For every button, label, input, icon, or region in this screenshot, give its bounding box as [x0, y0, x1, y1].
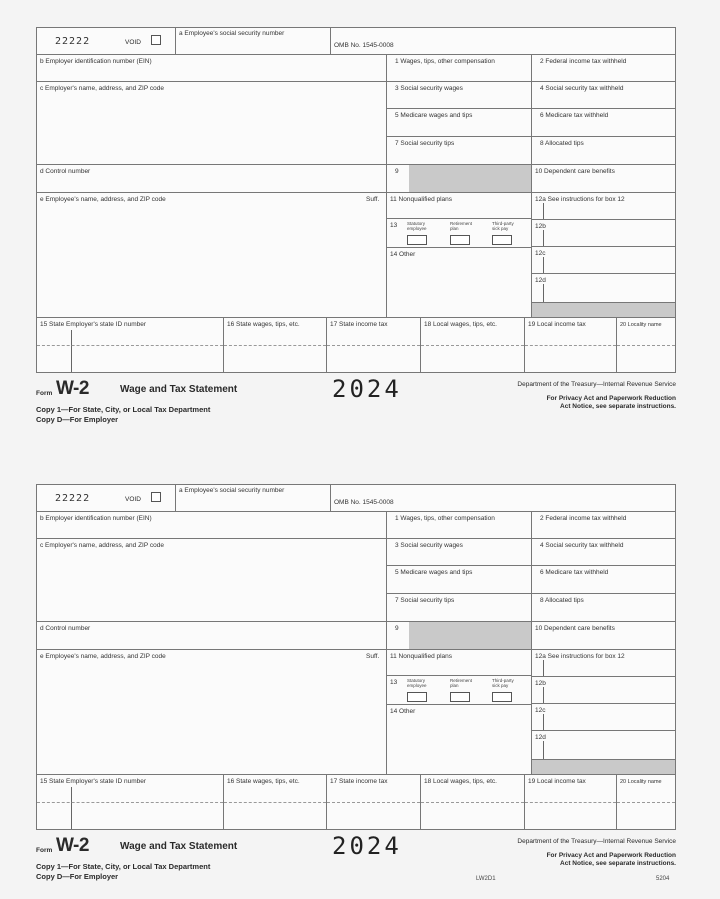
box-1-label: 1 Wages, tips, other compensation — [395, 515, 495, 522]
box-4[interactable] — [531, 81, 676, 109]
box-12d[interactable] — [531, 273, 676, 303]
box-4[interactable] — [531, 538, 676, 566]
form-word: Form — [36, 847, 53, 854]
box-6[interactable] — [531, 565, 676, 594]
box-12b-divider — [543, 230, 544, 246]
box-12b-divider — [543, 687, 544, 703]
department-label: Department of the Treasury—Internal Revenue Service — [517, 381, 676, 388]
retirement-checkbox[interactable] — [450, 235, 470, 245]
control-box[interactable] — [36, 621, 387, 650]
box-12a[interactable] — [531, 649, 676, 677]
box-19[interactable] — [524, 774, 617, 830]
box-12a-divider — [543, 203, 544, 219]
box-6-label: 6 Medicare tax withheld — [540, 569, 609, 576]
box-15-divider — [71, 330, 72, 372]
void-label: VOID — [125, 39, 141, 46]
box-19-dashed-line — [525, 345, 616, 346]
copy-d-label: Copy D—For Employer — [36, 415, 119, 424]
box-20[interactable] — [616, 774, 676, 830]
copy-d-label: Copy D—For Employer — [36, 872, 119, 881]
box-3-label: 3 Social security wages — [395, 542, 463, 549]
box-1-label: 1 Wages, tips, other compensation — [395, 58, 495, 65]
copy-1-label: Copy 1—For State, City, or Local Tax Department — [36, 862, 211, 871]
employee-label: e Employee's name, address, and ZIP code — [40, 653, 166, 660]
box-12d-divider — [543, 284, 544, 302]
box-9-label: 9 — [395, 625, 399, 632]
box-8-label: 8 Allocated tips — [540, 140, 584, 147]
box-12b[interactable] — [531, 219, 676, 247]
box-6[interactable] — [531, 108, 676, 137]
third-party-label: Third-party sick pay — [492, 678, 514, 688]
control-box[interactable] — [36, 164, 387, 193]
box-19-label: 19 Local income tax — [528, 321, 586, 328]
box-16-dashed-line — [224, 802, 326, 803]
box-12-shading — [531, 302, 676, 318]
retirement-label: Retirement plan — [450, 678, 473, 688]
box-1[interactable] — [386, 54, 532, 82]
privacy-line-2: Act Notice, see separate instructions. — [560, 860, 676, 867]
box-16[interactable] — [223, 317, 327, 373]
box-15-label: 15 State Employer's state ID number — [40, 778, 147, 785]
void-label: VOID — [125, 496, 141, 503]
box-20-label: 20 Locality name — [620, 322, 662, 328]
ssn-box[interactable] — [175, 484, 331, 512]
box-7-label: 7 Social security tips — [395, 140, 455, 147]
omb-box — [330, 27, 676, 55]
box-18-label: 18 Local wages, tips, etc. — [424, 778, 497, 785]
box-16-dashed-line — [224, 345, 326, 346]
box-10[interactable] — [531, 621, 676, 650]
box-20-dashed-line — [617, 345, 675, 346]
box-11-label: 11 Nonqualified plans — [390, 196, 453, 203]
box-16[interactable] — [223, 774, 327, 830]
form-footer — [36, 373, 676, 433]
box-3[interactable] — [386, 538, 532, 566]
ssn-label: a Employee's social security number — [179, 487, 285, 494]
employee-box[interactable] — [36, 192, 387, 318]
box-14-label: 14 Other — [390, 251, 416, 258]
form-name: W-2 — [56, 835, 89, 856]
box-17-dashed-line — [327, 802, 420, 803]
ein-box[interactable] — [36, 54, 387, 82]
box-12a-label: 12a See instructions for box 12 — [535, 196, 625, 203]
box-12c[interactable] — [531, 246, 676, 274]
copy-1-label: Copy 1—For State, City, or Local Tax Department — [36, 405, 211, 414]
box-16-label: 16 State wages, tips, etc. — [227, 321, 300, 328]
form-title: Wage and Tax Statement — [120, 841, 238, 852]
box-18[interactable] — [420, 774, 525, 830]
box-17[interactable] — [326, 317, 421, 373]
control-label: d Control number — [40, 168, 91, 175]
box-6-label: 6 Medicare tax withheld — [540, 112, 609, 119]
box-15-divider — [71, 787, 72, 829]
tax-year: 2024 — [332, 375, 402, 403]
form-code: 22222 — [55, 493, 91, 504]
box-11[interactable] — [386, 192, 532, 219]
third-party-label: Third-party sick pay — [492, 221, 514, 231]
employer-box[interactable] — [36, 538, 387, 622]
bottom-code-right: 5204 — [656, 876, 670, 882]
box-19[interactable] — [524, 317, 617, 373]
box-12a-label: 12a See instructions for box 12 — [535, 653, 625, 660]
box-12c[interactable] — [531, 703, 676, 731]
box-9 — [386, 621, 532, 650]
privacy-line-1: For Privacy Act and Paperwork Reduction — [546, 852, 676, 859]
form-code: 22222 — [55, 36, 91, 47]
box-18[interactable] — [420, 317, 525, 373]
box-14[interactable] — [386, 247, 532, 318]
box-10-label: 10 Dependent care benefits — [535, 168, 615, 175]
box-12c-divider — [543, 714, 544, 730]
box-12-shading — [531, 759, 676, 775]
form-word: Form — [36, 390, 53, 397]
form-footer — [36, 830, 676, 890]
box-16-label: 16 State wages, tips, etc. — [227, 778, 300, 785]
box-15[interactable] — [36, 774, 224, 830]
box-13 — [386, 675, 532, 705]
box-12b-label: 12b — [535, 223, 546, 230]
box-2[interactable] — [531, 54, 676, 82]
box-12d-label: 12d — [535, 277, 546, 284]
box-4-label: 4 Social security tax withheld — [540, 542, 624, 549]
code-box — [36, 484, 176, 512]
employee-box[interactable] — [36, 649, 387, 775]
void-checkbox[interactable] — [151, 35, 161, 45]
box-8[interactable] — [531, 136, 676, 165]
employer-label: c Employer's name, address, and ZIP code — [40, 542, 164, 549]
box-4-label: 4 Social security tax withheld — [540, 85, 624, 92]
ssn-label: a Employee's social security number — [179, 30, 285, 37]
tax-year: 2024 — [332, 832, 402, 860]
box-9-label: 9 — [395, 168, 399, 175]
box-7[interactable] — [386, 136, 532, 165]
box-12c-label: 12c — [535, 707, 546, 714]
box-12c-label: 12c — [535, 250, 546, 257]
ein-box[interactable] — [36, 511, 387, 539]
box-3[interactable] — [386, 81, 532, 109]
retirement-checkbox[interactable] — [450, 692, 470, 702]
box-8-label: 8 Allocated tips — [540, 597, 584, 604]
box-2-label: 2 Federal income tax withheld — [540, 515, 627, 522]
box-11[interactable] — [386, 649, 532, 676]
employee-label: e Employee's name, address, and ZIP code — [40, 196, 166, 203]
statutory-label: Statutory employee — [407, 221, 427, 231]
bottom-code-left: LW2D1 — [476, 876, 496, 882]
box-18-label: 18 Local wages, tips, etc. — [424, 321, 497, 328]
employer-box[interactable] — [36, 81, 387, 165]
box-3-label: 3 Social security wages — [395, 85, 463, 92]
privacy-line-2: Act Notice, see separate instructions. — [560, 403, 676, 410]
statutory-checkbox[interactable] — [407, 692, 427, 702]
omb-label: OMB No. 1545-0008 — [334, 42, 394, 49]
statutory-checkbox[interactable] — [407, 235, 427, 245]
box-12d-divider — [543, 741, 544, 759]
ein-label: b Employer identification number (EIN) — [40, 58, 152, 65]
box-12b[interactable] — [531, 676, 676, 704]
box-2[interactable] — [531, 511, 676, 539]
box-7[interactable] — [386, 593, 532, 622]
box-8[interactable] — [531, 593, 676, 622]
box-5-label: 5 Medicare wages and tips — [395, 569, 473, 576]
department-label: Department of the Treasury—Internal Revenue Service — [517, 838, 676, 845]
box-2-label: 2 Federal income tax withheld — [540, 58, 627, 65]
suff-label: Suff. — [366, 196, 380, 203]
box-19-dashed-line — [525, 802, 616, 803]
box-17[interactable] — [326, 774, 421, 830]
third-party-checkbox[interactable] — [492, 235, 512, 245]
box-13-label: 13 — [390, 222, 398, 229]
box-20-dashed-line — [617, 802, 675, 803]
box-9-shading — [409, 165, 531, 192]
box-12a-divider — [543, 660, 544, 676]
box-10-label: 10 Dependent care benefits — [535, 625, 615, 632]
employer-label: c Employer's name, address, and ZIP code — [40, 85, 164, 92]
box-18-dashed-line — [421, 345, 524, 346]
third-party-checkbox[interactable] — [492, 692, 512, 702]
box-12b-label: 12b — [535, 680, 546, 687]
omb-box — [330, 484, 676, 512]
box-12c-divider — [543, 257, 544, 273]
box-14-label: 14 Other — [390, 708, 416, 715]
box-5[interactable] — [386, 108, 532, 137]
box-11-label: 11 Nonqualified plans — [390, 653, 453, 660]
box-15-label: 15 State Employer's state ID number — [40, 321, 147, 328]
box-5-label: 5 Medicare wages and tips — [395, 112, 473, 119]
statutory-label: Statutory employee — [407, 678, 427, 688]
box-9 — [386, 164, 532, 193]
control-label: d Control number — [40, 625, 91, 632]
suff-label: Suff. — [366, 653, 380, 660]
box-17-label: 17 State income tax — [330, 321, 388, 328]
ssn-box[interactable] — [175, 27, 331, 55]
box-13-label: 13 — [390, 679, 398, 686]
box-10[interactable] — [531, 164, 676, 193]
box-12d[interactable] — [531, 730, 676, 760]
box-9-shading — [409, 622, 531, 649]
box-13 — [386, 218, 532, 248]
form-name: W-2 — [56, 378, 89, 399]
box-17-dashed-line — [327, 345, 420, 346]
retirement-label: Retirement plan — [450, 221, 473, 231]
ein-label: b Employer identification number (EIN) — [40, 515, 152, 522]
box-15-dashed-line — [37, 802, 223, 803]
box-19-label: 19 Local income tax — [528, 778, 586, 785]
privacy-line-1: For Privacy Act and Paperwork Reduction — [546, 395, 676, 402]
box-20[interactable] — [616, 317, 676, 373]
box-5[interactable] — [386, 565, 532, 594]
box-12d-label: 12d — [535, 734, 546, 741]
void-checkbox[interactable] — [151, 492, 161, 502]
box-18-dashed-line — [421, 802, 524, 803]
box-17-label: 17 State income tax — [330, 778, 388, 785]
code-box — [36, 27, 176, 55]
omb-label: OMB No. 1545-0008 — [334, 499, 394, 506]
box-14[interactable] — [386, 704, 532, 775]
box-20-label: 20 Locality name — [620, 779, 662, 785]
box-12a[interactable] — [531, 192, 676, 220]
box-15-dashed-line — [37, 345, 223, 346]
box-7-label: 7 Social security tips — [395, 597, 455, 604]
box-1[interactable] — [386, 511, 532, 539]
form-title: Wage and Tax Statement — [120, 384, 238, 395]
box-15[interactable] — [36, 317, 224, 373]
